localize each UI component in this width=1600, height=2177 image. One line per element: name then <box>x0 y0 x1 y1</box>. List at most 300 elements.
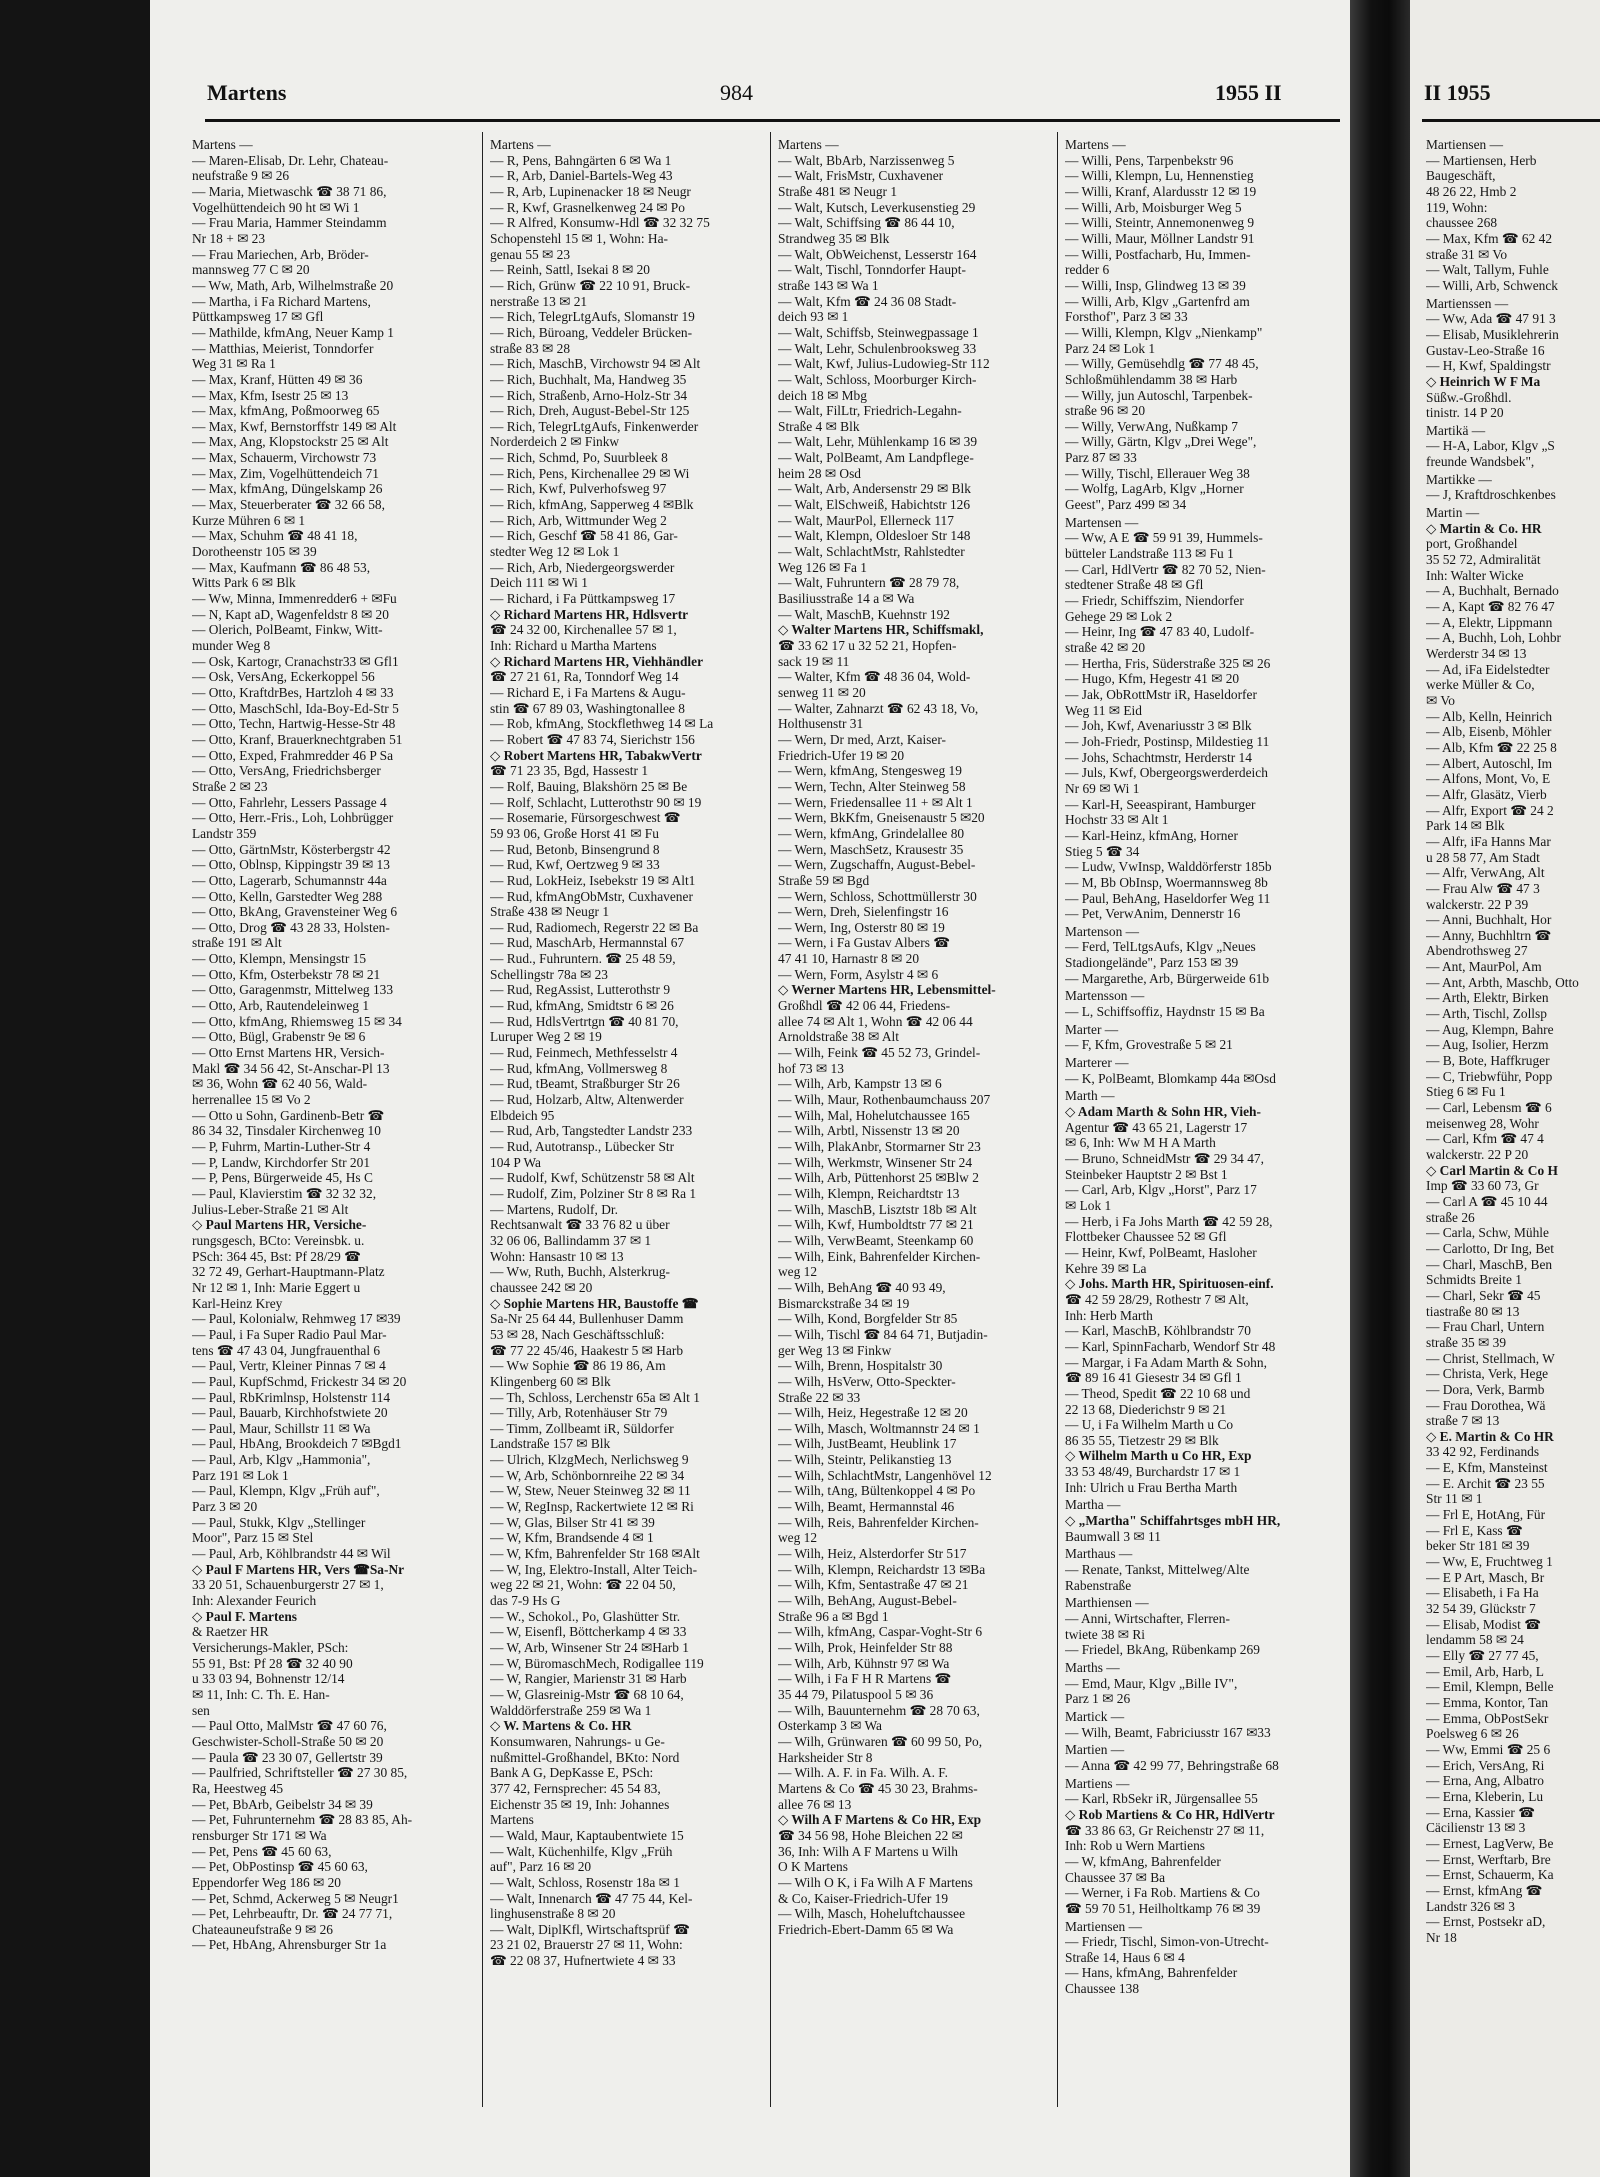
surname-heading: Marter — <box>1065 1021 1119 1037</box>
directory-entry-line: — Rud, Holzarb, Altw, Altenwerder <box>490 1092 684 1108</box>
directory-entry-line: Konsumwaren, Nahrungs- u Ge- <box>490 1733 665 1749</box>
directory-entry-line: — Rud, RegAssist, Lutterothstr 9 <box>490 982 671 998</box>
directory-entry-line: — W, Ing, Elektro-Install, Alter Teich- <box>490 1561 698 1577</box>
directory-entry-line: — F, Kfm, Grovestraße 5 ✉ 21 <box>1065 1037 1233 1053</box>
directory-entry-line: Ra, Heestweg 45 <box>192 1780 284 1796</box>
directory-entry-line: — Martha, i Fa Richard Martens, <box>192 293 371 309</box>
directory-entry-line: — Willi, Klempn, Lu, Hennenstieg <box>1065 168 1254 184</box>
directory-entry-line: Schloßmühlendamm 38 ✉ Harb <box>1065 371 1238 387</box>
directory-entry-line: — Willy, VerwAng, Nußkamp 7 <box>1065 418 1238 434</box>
directory-entry-line: — Otto, Kfm, Osterbekstr 78 ✉ 21 <box>192 966 381 982</box>
directory-entry-line: Gustav-Leo-Straße 16 <box>1426 342 1545 358</box>
directory-entry-line: — Rich, Pens, Kirchenallee 29 ✉ Wi <box>490 465 690 481</box>
directory-entry-line: — Alb, Eisenb, Möhler <box>1426 724 1552 740</box>
directory-entry-line: — Wern, Zugschaffn, August-Bebel- <box>778 857 976 873</box>
directory-entry-line: ◇ Heinrich W F Ma <box>1426 373 1541 389</box>
directory-entry-line: Deich 111 ✉ Wi 1 <box>490 575 588 591</box>
directory-entry-line: 59 93 06, Große Horst 41 ✉ Fu <box>490 825 659 841</box>
directory-entry-line: — Walt, Fuhruntern ☎ 28 79 78, <box>778 575 960 591</box>
directory-entry-line: Eichenstr 35 ✉ 19, Inh: Johannes <box>490 1796 670 1812</box>
directory-entry-line: — Max, Zim, Vogelhüttendeich 71 <box>192 465 379 481</box>
directory-entry-line: ✉ 11, Inh: C. Th. E. Han- <box>192 1686 330 1702</box>
directory-entry-line: — Otto, Exped, Frahmredder 46 P Sa <box>192 747 394 763</box>
directory-entry-line: — Maren-Elisab, Dr. Lehr, Chateau- <box>192 152 389 168</box>
directory-entry-line: — Walt, Tallym, Fuhle <box>1426 262 1549 278</box>
directory-entry-line: — Reinh, Sattl, Isekai 8 ✉ 20 <box>490 262 650 278</box>
directory-entry-line: — R, Kwf, Grasnelkenweg 24 ✉ Po <box>490 199 685 215</box>
directory-entry-line: straße 42 ✉ 20 <box>1065 640 1146 655</box>
directory-entry-line: — Wilh, SchlachtMstr, Langenhövel 12 <box>778 1467 992 1483</box>
listing-column-4 <box>1065 135 1349 1997</box>
directory-entry-line: Inh: Richard u Martha Martens <box>490 638 657 653</box>
directory-entry-line: — Rud, Arb, Tangstedter Landstr 233 <box>490 1123 693 1139</box>
directory-entry-line: — Paul, RbKrimlnsp, Holstenstr 114 <box>192 1389 391 1405</box>
directory-entry-line: — Rud, kfmAng, Vollmersweg 8 <box>490 1060 668 1076</box>
directory-entry-line: — Timm, Zollbeamt iR, Süldorfer <box>490 1420 674 1436</box>
directory-entry-line: Schmidts Breite 1 <box>1426 1272 1522 1288</box>
directory-entry-line: ☎ 59 70 51, Heilholtkamp 76 ✉ 39 <box>1065 1900 1261 1916</box>
directory-entry-line: ◇ Rob Martiens & Co HR, HdlVertr <box>1065 1806 1275 1822</box>
directory-entry-line: — Friedr, Tischl, Simon-von-Utrecht- <box>1065 1934 1269 1950</box>
directory-entry-line: — Wilh, Klempn, Reichardtstr 13 <box>778 1185 960 1201</box>
directory-entry-line: Parz 87 ✉ 33 <box>1065 450 1137 466</box>
directory-entry-line: — W, Rangier, Marienstr 31 ✉ Harb <box>490 1671 687 1687</box>
directory-entry-line: — Erna, Kleberin, Lu <box>1426 1788 1544 1804</box>
directory-entry-line: ☎ 77 22 45/46, Haakestr 5 ✉ Harb <box>490 1342 684 1358</box>
directory-entry-line: — Willi, Postfacharb, Hu, Immen- <box>1065 246 1251 262</box>
directory-entry-line: — Albert, Autoschl, Im <box>1426 755 1553 771</box>
directory-entry-line: — Th, Schloss, Lerchenstr 65a ✉ Alt 1 <box>490 1389 700 1405</box>
directory-entry-line: — Max, Ang, Klopstockstr 25 ✉ Alt <box>192 434 389 450</box>
directory-entry-line: — Walt, Arb, Andersenstr 29 ✉ Blk <box>778 481 971 497</box>
surname-heading: Marthiensen — <box>1065 1595 1149 1611</box>
directory-entry-line: — Walt, MaurPol, Ellerneck 117 <box>778 512 954 528</box>
directory-entry-line: — Frau Mariechen, Arb, Bröder- <box>192 246 369 262</box>
directory-entry-line: — Wilh, Eink, Bahrenfelder Kirchen- <box>778 1248 981 1264</box>
directory-entry-line: — Max, Kfm ☎ 62 42 <box>1426 230 1553 246</box>
directory-entry-line: Forsthof", Parz 3 ✉ 33 <box>1065 309 1188 325</box>
directory-entry-line: — Charl, Sekr ☎ 45 <box>1426 1287 1541 1303</box>
directory-entry-line: — Elisab, Musiklehrerin <box>1426 326 1559 342</box>
directory-entry-line: — Erich, VersAng, Ri <box>1426 1757 1545 1773</box>
directory-entry-line: — Walt, Lehr, Mühlenkamp 16 ✉ 39 <box>778 434 978 450</box>
directory-entry-line: — Rich, Buchhalt, Ma, Handweg 35 <box>490 371 687 387</box>
facing-page <box>1410 0 1600 2177</box>
directory-entry-line: — Frau Charl, Untern <box>1426 1319 1545 1335</box>
directory-entry-line: — Willi, Arb, Klgv „Gartenfrd am <box>1065 293 1250 309</box>
directory-entry-line: — Carl, Arb, Klgv „Horst", Parz 17 <box>1065 1182 1257 1198</box>
directory-entry-line: straße 143 ✉ Wa 1 <box>778 277 879 293</box>
directory-entry-line: — Alfr, iFa Hanns Mar <box>1426 833 1551 849</box>
directory-entry-line: ger Weg 13 ✉ Finkw <box>778 1342 892 1358</box>
directory-entry-line: tens ☎ 47 43 04, Jungfrauenthal 6 <box>192 1342 381 1358</box>
directory-entry-line: Bank A G, DepKasse E, PSch: <box>490 1765 654 1781</box>
directory-entry-line: — Friedr, Schiffszim, Niendorfer <box>1065 593 1244 609</box>
directory-entry-line: — Walt, Küchenhilfe, Klgv „Früh <box>490 1843 673 1859</box>
directory-entry-line: ☎ 33 86 63, Gr Reichenstr 27 ✉ 11, <box>1065 1822 1265 1838</box>
directory-entry-line: heim 28 ✉ Osd <box>778 465 862 481</box>
directory-entry-line: — Rich, TelegrLtgAufs, Slomanstr 19 <box>490 309 695 325</box>
directory-entry-line: — Karl, MaschB, Köhlbrandstr 70 <box>1065 1323 1251 1339</box>
directory-entry-line: — Wilh, Kwf, Humboldtstr 77 ✉ 21 <box>778 1217 974 1233</box>
directory-entry-line: 36, Inh: Wilh A F Martens u Wilh <box>778 1843 958 1859</box>
directory-entry-line: ◇ Paul Martens HR, Versiche- <box>192 1217 367 1233</box>
directory-entry-line: — Carla, Schw, Mühle <box>1426 1225 1549 1241</box>
directory-entry-line: — Otto, kfmAng, Rhiemsweg 15 ✉ 34 <box>192 1013 402 1029</box>
directory-entry-line: u 28 58 77, Am Stadt <box>1426 849 1540 865</box>
directory-entry-line: — Walt, FilLtr, Friedrich-Legahn- <box>778 403 962 419</box>
surname-heading: Martick — <box>1065 1708 1125 1724</box>
directory-entry-line: — W, RegInsp, Rackertwiete 12 ✉ Ri <box>490 1499 694 1515</box>
directory-entry-line: — Max, kfmAng, Düngelskamp 26 <box>192 481 383 497</box>
directory-entry-line: — Rud, MaschArb, Hermannstal 67 <box>490 935 685 951</box>
directory-entry-line: — Ad, iFa Eidelstedter <box>1426 661 1550 677</box>
directory-entry-line: stedtener Straße 48 ✉ Gfl <box>1065 577 1204 593</box>
directory-entry-line: — Rud, HdlsVertrtgn ☎ 40 81 70, <box>490 1013 679 1029</box>
directory-entry-line: — Karl, SpinnFacharb, Wendorf Str 48 <box>1065 1338 1276 1354</box>
directory-entry-line: — Walt, Kutsch, Leverkusenstieg 29 <box>778 199 976 215</box>
directory-entry-line: Cäcilienstr 13 ✉ 3 <box>1426 1820 1526 1836</box>
directory-entry-line: chaussee 268 <box>1426 215 1498 231</box>
directory-entry-line: — E P Art, Masch, Br <box>1426 1569 1545 1585</box>
directory-entry-line: Flottbeker Chaussee 52 ✉ Gfl <box>1065 1229 1227 1245</box>
directory-entry-line: Straße 2 ✉ 23 <box>192 778 268 794</box>
directory-entry-line: — W, Glasreinig-Mstr ☎ 68 10 64, <box>490 1686 684 1702</box>
directory-entry-line: — Ernst, kfmAng ☎ <box>1426 1882 1543 1898</box>
directory-entry-line: Inh: Ulrich u Frau Bertha Marth <box>1065 1479 1238 1495</box>
directory-entry-line: 23 21 02, Brauerstr 27 ✉ 11, Wohn: <box>490 1937 683 1953</box>
directory-entry-line: — Willi, Insp, Glindweg 13 ✉ 39 <box>1065 277 1246 293</box>
directory-entry-line: — Max, Schuhm ☎ 48 41 18, <box>192 528 358 544</box>
directory-entry-line: — Pet, Fuhrunternehm ☎ 28 83 85, Ah- <box>192 1812 413 1828</box>
directory-entry-line: — Rich, kfmAng, Sapperweg 4 ✉Blk <box>490 497 694 513</box>
directory-entry-line: Hochstr 33 ✉ Alt 1 <box>1065 812 1169 828</box>
directory-entry-line: — Emma, ObPostSekr <box>1426 1710 1549 1726</box>
directory-entry-line: ◇ Robert Martens HR, TabakwVertr <box>490 747 702 763</box>
surname-heading: Martikä — <box>1426 422 1486 438</box>
directory-entry-line: ☎ 89 16 41 Giesestr 34 ✉ Gfl 1 <box>1065 1370 1242 1386</box>
directory-entry-line: — Max, Kranf, Hütten 49 ✉ 36 <box>192 371 363 387</box>
directory-entry-line: sen <box>192 1702 210 1718</box>
directory-entry-line: ☎ 27 21 61, Ra, Tonndorf Weg 14 <box>490 669 679 685</box>
directory-entry-line: — Juls, Kwf, Obergeorgswerderdeich <box>1065 765 1268 781</box>
directory-entry-line: — Ludw, VwInsp, Walddörferstr 185b <box>1065 859 1272 875</box>
directory-entry-line: — Heinr, Ing ☎ 47 83 40, Ludolf- <box>1065 624 1255 640</box>
directory-entry-line: stin ☎ 67 89 03, Washingtonallee 8 <box>490 700 685 716</box>
directory-entry-line: — Carl, HdlVertr ☎ 82 70 52, Nien- <box>1065 561 1266 577</box>
directory-entry-line: weg 12 <box>778 1264 818 1280</box>
directory-entry-line: ◇ E. Martin & Co HR <box>1426 1428 1554 1444</box>
directory-entry-line: Straße 59 ✉ Bgd <box>778 872 870 888</box>
surname-heading: Martens — <box>490 137 551 152</box>
surname-heading: Martens — <box>192 137 253 152</box>
directory-entry-line: — K, PolBeamt, Blomkamp 44a ✉Osd <box>1065 1070 1276 1086</box>
directory-entry-line: — B, Bote, Haffkruger <box>1426 1053 1550 1069</box>
directory-entry-line: herrenallee 15 ✉ Vo 2 <box>192 1092 311 1108</box>
directory-entry-line: — Otto, Klempn, Mensingstr 15 <box>192 951 367 967</box>
directory-entry-line: Str 11 ✉ 1 <box>1426 1491 1483 1507</box>
directory-entry-line: Straße 481 ✉ Neugr 1 <box>778 183 898 199</box>
directory-entry-line: — Wern, Dreh, Sielenfingstr 16 <box>778 904 949 920</box>
directory-entry-line: — Otto, Lagerarb, Schumannstr 44a <box>192 872 387 888</box>
directory-entry-line: straße 96 ✉ 20 <box>1065 403 1146 419</box>
directory-entry-line: tinistr. 14 P 20 <box>1426 405 1504 421</box>
directory-entry-line: Landstr 326 ✉ 3 <box>1426 1898 1515 1914</box>
directory-entry-line: — Paul, BehAng, Haseldorfer Weg 11 <box>1065 890 1271 906</box>
directory-entry-line: — Wilh, Bauunternehm ☎ 28 70 63, <box>778 1702 980 1718</box>
directory-entry-line: — Paul, HbAng, Brookdeich 7 ✉Bgd1 <box>192 1436 402 1452</box>
directory-entry-line: allee 74 ✉ Alt 1, Wohn ☎ 42 06 44 <box>778 1013 973 1029</box>
directory-entry-line: — Robert ☎ 47 83 74, Sierichstr 156 <box>490 731 695 747</box>
directory-entry-line: — Otto, VersAng, Friedrichsberger <box>192 763 381 779</box>
directory-entry-line: — Aug, Isolier, Herzm <box>1426 1037 1549 1053</box>
directory-entry-line: — Wilh, VerwBeamt, Steenkamp 60 <box>778 1232 974 1248</box>
directory-entry-line: — W, Eisenfl, Böttcherkamp 4 ✉ 33 <box>490 1624 687 1640</box>
directory-entry-line: Makl ☎ 34 56 42, St-Anschar-Pl 13 <box>192 1060 390 1076</box>
directory-entry-line: ◇ Adam Marth & Sohn HR, Vieh- <box>1065 1104 1261 1120</box>
directory-entry-line: straße 35 ✉ 39 <box>1426 1334 1507 1350</box>
directory-entry-line: — Wilh, JustBeamt, Heublink 17 <box>778 1436 957 1452</box>
directory-entry-line: — Wolfg, LagArb, Klgv „Horner <box>1065 481 1244 497</box>
directory-entry-line: — Erna, Kassier ☎ <box>1426 1804 1535 1820</box>
directory-entry-line: — E, Kfm, Mansteinst <box>1426 1460 1548 1476</box>
directory-entry-line: beker Str 181 ✉ 39 <box>1426 1538 1530 1554</box>
directory-entry-line: — Paul, Stukk, Klgv „Stellinger <box>192 1514 366 1530</box>
directory-entry-line: Chaussee 138 <box>1065 1981 1140 1997</box>
directory-entry-line: Friedrich-Ebert-Damm 65 ✉ Wa <box>778 1921 954 1937</box>
surname-heading: Martensen — <box>1065 514 1139 530</box>
directory-entry-line: — L, Schiffsoffiz, Haydnstr 15 ✉ Ba <box>1065 1004 1265 1020</box>
directory-entry-line: — Dora, Verk, Barmb <box>1426 1381 1545 1397</box>
directory-entry-line: — Johs, Schachtmstr, Herderstr 14 <box>1065 749 1252 765</box>
directory-entry-line: ◇ Paul F Martens HR, Vers ☎Sa-Nr <box>192 1561 405 1577</box>
directory-entry-line: — Osk, VersAng, Eckerkoppel 56 <box>192 669 375 685</box>
directory-entry-line: 35 44 79, Pilatuspool 5 ✉ 36 <box>778 1686 934 1702</box>
directory-entry-line: hof 73 ✉ 13 <box>778 1060 844 1076</box>
directory-entry-line: — Otto u Sohn, Gardinenb-Betr ☎ <box>192 1107 385 1123</box>
directory-entry-line: Rabenstraße <box>1065 1577 1132 1593</box>
directory-entry-line: 104 P Wa <box>490 1154 541 1170</box>
surname-heading: Martien — <box>1065 1742 1125 1758</box>
directory-entry-line: — Rud, tBeamt, Straßburger Str 26 <box>490 1076 680 1092</box>
directory-entry-line: 33 42 92, Ferdinands <box>1426 1444 1540 1460</box>
directory-entry-line: — Willi, Klempn, Klgv „Nienkamp" <box>1065 324 1263 340</box>
directory-entry-line: Osterkamp 3 ✉ Wa <box>778 1718 882 1734</box>
directory-entry-line: straße 191 ✉ Alt <box>192 935 282 951</box>
directory-entry-line: — M, Bb ObInsp, Woermannsweg 8b <box>1065 874 1268 890</box>
directory-entry-line: — Walt, Kwf, Julius-Ludowieg-Str 112 <box>778 356 990 372</box>
directory-entry-line: — Otto, Kelln, Garstedter Weg 288 <box>192 888 383 904</box>
directory-entry-line: 377 42, Fernsprecher: 45 54 83, <box>490 1780 661 1796</box>
directory-entry-line: — A, Buchh, Loh, Lohbr <box>1426 630 1562 646</box>
directory-entry-line: — Wilh O K, i Fa Wilh A F Martens <box>778 1874 973 1890</box>
directory-entry-line: Straße 96 a ✉ Bgd 1 <box>778 1608 889 1624</box>
directory-entry-line: Inh: Rob u Wern Martiens <box>1065 1838 1205 1854</box>
directory-entry-line: Martens & Co ☎ 45 30 23, Brahms- <box>778 1780 978 1796</box>
directory-entry-line: — Willi, Maur, Möllner Landstr 91 <box>1065 230 1255 246</box>
directory-entry-line: — Otto, MaschSchl, Ida-Boy-Ed-Str 5 <box>192 700 399 716</box>
directory-entry-line: — Wilh, Arb, Kühnstr 97 ✉ Wa <box>778 1655 950 1671</box>
directory-entry-line: — Rudolf, Zim, Polziner Str 8 ✉ Ra 1 <box>490 1185 697 1201</box>
directory-entry-line: — Carlotto, Dr Ing, Bet <box>1426 1240 1554 1256</box>
directory-entry-line: — Wilh, Klempn, Reichardstr 13 ✉Ba <box>778 1561 986 1577</box>
directory-entry-line: Gehege 29 ✉ Lok 2 <box>1065 608 1173 624</box>
directory-entry-line: — J, Kraftdroschkenbes <box>1426 487 1556 503</box>
directory-entry-line: — Walt, MaschB, Kuehnstr 192 <box>778 606 950 622</box>
directory-entry-line: Baugeschäft, <box>1426 168 1496 184</box>
directory-entry-line: — R, Pens, Bahngärten 6 ✉ Wa 1 <box>490 152 672 168</box>
directory-entry-line: ◇ Wilhelm Marth u Co HR, Exp <box>1065 1448 1252 1464</box>
directory-entry-line: Schellingstr 78a ✉ 23 <box>490 966 608 982</box>
directory-entry-line: — Arth, Elektr, Birken <box>1426 990 1549 1006</box>
directory-entry-line: — Werner, i Fa Rob. Martiens & Co <box>1065 1885 1260 1901</box>
directory-entry-line: ✉ 6, Inh: Ww M H A Marth <box>1065 1135 1216 1151</box>
directory-entry-line: — Christa, Verk, Hege <box>1426 1366 1549 1382</box>
directory-entry-line: — Rudolf, Kwf, Schützenstr 58 ✉ Alt <box>490 1170 695 1186</box>
directory-entry-line: — Otto, BkAng, Gravensteiner Weg 6 <box>192 904 398 920</box>
directory-entry-line: — Wilh, Heiz, Hegestraße 12 ✉ 20 <box>778 1405 968 1421</box>
directory-entry-line: — Wilh, Prok, Heinfelder Str 88 <box>778 1640 953 1655</box>
directory-entry-line: — Pet, BbArb, Geibelstr 34 ✉ 39 <box>192 1796 373 1812</box>
directory-entry-line: sack 19 ✉ 11 <box>778 653 850 669</box>
directory-entry-line: Karl-Heinz Krey <box>192 1295 283 1311</box>
directory-entry-line: — Matthias, Meierist, Tonndorfer <box>192 340 374 356</box>
directory-entry-line: — Ernst, Werftarb, Bre <box>1426 1851 1551 1867</box>
directory-entry-line: nerstraße 13 ✉ 21 <box>490 293 588 309</box>
directory-entry-line: — W, Kfm, Brandsende 4 ✉ 1 <box>490 1530 654 1546</box>
directory-entry-line: — Willy, Tischl, Ellerauer Weg 38 <box>1065 465 1250 481</box>
directory-entry-line: — Pet, Lehrbeauftr, Dr. ☎ 24 77 71, <box>192 1906 393 1922</box>
directory-entry-line: — Otto, Techn, Hartwig-Hesse-Str 48 <box>192 716 396 732</box>
surname-heading: Marths — <box>1065 1660 1120 1675</box>
directory-entry-line: — Joh, Kwf, Avenariusstr 3 ✉ Blk <box>1065 718 1252 734</box>
directory-entry-line: ◇ Johs. Marth HR, Spirituosen-einf. <box>1065 1276 1274 1292</box>
directory-entry-line: Stadiongelände", Parz 153 ✉ 39 <box>1065 955 1239 971</box>
directory-entry-line: — Otto, Fahrlehr, Lessers Passage 4 <box>192 794 387 810</box>
directory-entry-line: 53 ✉ 28, Nach Geschäftsschluß: <box>490 1326 665 1342</box>
directory-entry-line: Großhdl ☎ 42 06 44, Friedens- <box>778 998 951 1014</box>
directory-entry-line: — R, Arb, Daniel-Bartels-Weg 43 <box>490 168 673 184</box>
directory-entry-line: — Hertha, Fris, Süderstraße 325 ✉ 26 <box>1065 655 1271 671</box>
directory-entry-line: — Friedel, BkAng, Rübenkamp 269 <box>1065 1642 1260 1658</box>
directory-entry-line: — Walt, Innenarch ☎ 47 75 44, Kel- <box>490 1890 693 1906</box>
directory-entry-line: Inh: Herb Marth <box>1065 1307 1153 1323</box>
facing-page-column <box>1426 135 1598 1945</box>
directory-entry-line: Geest", Parz 499 ✉ 34 <box>1065 497 1187 513</box>
directory-entry-line: — Ww, Ada ☎ 47 91 3 <box>1426 311 1556 327</box>
directory-entry-line: — Heinr, Kwf, PolBeamt, Hasloher <box>1065 1244 1257 1260</box>
directory-entry-line: — Ant, MaurPol, Am <box>1426 959 1542 975</box>
directory-entry-line: — Wilh, Beamt, Hermannstal 46 <box>778 1499 955 1515</box>
directory-entry-line: — Theod, Spedit ☎ 22 10 68 und <box>1065 1385 1251 1401</box>
directory-entry-line: — H, Kwf, Spaldingstr <box>1426 358 1551 374</box>
directory-entry-line: — N, Kapt aD, Wagenfeldstr 8 ✉ 20 <box>192 606 389 622</box>
directory-entry-line: nußmittel-Großhandel, BKto: Nord <box>490 1749 680 1765</box>
directory-entry-line: Parz 1 ✉ 26 <box>1065 1691 1131 1707</box>
directory-entry-line: — Frau Dorothea, Wä <box>1426 1397 1546 1413</box>
directory-entry-line: — U, i Fa Wilhelm Marth u Co <box>1065 1417 1234 1433</box>
directory-entry-line: — Pet, HbAng, Ahrensburger Str 1a <box>192 1937 387 1953</box>
directory-entry-line: — Wilh, Masch, Hoheluftchaussee <box>778 1906 966 1922</box>
directory-entry-line: — Wilh, Arb, Püttenhorst 25 ✉Blw 2 <box>778 1170 979 1186</box>
directory-entry-line: ◇ Walter Martens HR, Schiffsmakl, <box>778 622 984 638</box>
directory-entry-line: Poelsweg 6 ✉ 26 <box>1426 1726 1519 1742</box>
directory-entry-line: — Charl, MaschB, Ben <box>1426 1256 1553 1272</box>
directory-entry-line: — Wilh, Brenn, Hospitalstr 30 <box>778 1358 943 1374</box>
directory-entry-line: — Willi, Steintr, Annemonenweg 9 <box>1065 215 1255 231</box>
directory-entry-line: — W, Glas, Bilser Str 41 ✉ 39 <box>490 1514 655 1530</box>
directory-entry-line: senweg 11 ✉ 20 <box>778 684 866 700</box>
directory-entry-line: ✉ Vo <box>1426 692 1455 708</box>
directory-entry-line: Wohn: Hansastr 10 ✉ 13 <box>490 1248 624 1264</box>
directory-entry-line: — Wilh, tAng, Bültenkoppel 4 ✉ Po <box>778 1483 976 1499</box>
directory-entry-line: ◇ Richard Martens HR, Viehhändler <box>490 653 704 669</box>
directory-entry-line: — Jak, ObRottMstr iR, Haseldorfer <box>1065 686 1257 702</box>
directory-entry-line: — Rich, Straßenb, Arno-Holz-Str 34 <box>490 387 688 403</box>
directory-entry-line: ☎ 22 08 37, Hufnertwiete 4 ✉ 33 <box>490 1953 676 1969</box>
directory-entry-line: — Ww, Ruth, Buchh, Alsterkrug- <box>490 1264 671 1280</box>
header-rule <box>205 119 1340 122</box>
surname-heading: Martin — <box>1426 505 1480 521</box>
directory-entry-line: — Rich, TelegrLtgAufs, Finkenwerder <box>490 418 699 434</box>
directory-entry-line: — Alfr, VerwAng, Alt <box>1426 865 1545 881</box>
directory-entry-line: — Paul, KupfSchmd, Frickestr 34 ✉ 20 <box>192 1373 407 1389</box>
directory-entry-line: — Otto, Garagenmstr, Mittelweg 133 <box>192 982 394 998</box>
directory-entry-line: — Carl, Lebensm ☎ 6 <box>1426 1100 1552 1116</box>
page-number: 984 <box>720 80 753 105</box>
directory-entry-line: — P, Pens, Bürgerweide 45, Hs C <box>192 1170 373 1186</box>
directory-entry-line: ☎ 34 56 98, Hohe Bleichen 22 ✉ <box>778 1827 963 1843</box>
directory-entry-line: Rechtsanwalt ☎ 33 76 82 u über <box>490 1217 670 1233</box>
listing-column-2 <box>490 135 774 1969</box>
directory-entry-line: twiete 38 ✉ Ri <box>1065 1626 1146 1642</box>
directory-entry-line: Arnoldstraße 38 ✉ Alt <box>778 1029 899 1045</box>
directory-entry-line: Friedrich-Ufer 19 ✉ 20 <box>778 747 905 763</box>
directory-entry-line: — R, Arb, Lupinenacker 18 ✉ Neugr <box>490 183 691 199</box>
directory-entry-line: — Max, Kwf, Bernstorffstr 149 ✉ Alt <box>192 418 397 434</box>
directory-entry-line: — Rud, Kwf, Oertzweg 9 ✉ 33 <box>490 857 660 873</box>
directory-page <box>150 0 1350 2177</box>
surname-heading: Martienssen — <box>1426 295 1509 311</box>
directory-entry-line: — Wilh, kfmAng, Caspar-Voght-Str 6 <box>778 1624 983 1640</box>
directory-entry-line: 55 91, Bst: Pf 28 ☎ 32 40 90 <box>192 1655 353 1671</box>
directory-entry-line: — Emil, Arb, Harb, L <box>1426 1663 1544 1679</box>
directory-entry-line: 32 06 06, Ballindamm 37 ✉ 1 <box>490 1232 652 1248</box>
facing-page-running-head: II 1955 <box>1424 80 1491 105</box>
directory-entry-line: — Walt, Lehr, Schulenbrooksweg 33 <box>778 340 977 356</box>
listing-column-1 <box>192 135 476 1953</box>
directory-entry-line: ☎ 42 59 28/29, Rothestr 7 ✉ Alt, <box>1065 1291 1249 1307</box>
directory-entry-line: — Wern, Techn, Alter Steinweg 58 <box>778 778 966 794</box>
directory-entry-line: — W, Arb, Schönbornreihe 22 ✉ 34 <box>490 1467 685 1483</box>
directory-entry-line: — Walt, Schiffsing ☎ 86 44 10, <box>778 215 955 231</box>
directory-entry-line: Parz 191 ✉ Lok 1 <box>192 1467 289 1483</box>
directory-entry-line: — Alfons, Mont, Vo, E <box>1426 771 1551 787</box>
directory-entry-line: 119, Wohn: <box>1426 199 1488 215</box>
directory-entry-line: — Ww Sophie ☎ 86 19 86, Am <box>490 1358 666 1374</box>
directory-entry-line: — Pet, Schmd, Ackerweg 5 ✉ Neugr1 <box>192 1890 399 1906</box>
directory-entry-line: 48 26 22, Hmb 2 <box>1426 183 1517 199</box>
directory-entry-line: ☎ 71 23 35, Bgd, Hassestr 1 <box>490 763 649 779</box>
directory-entry-line: Kehre 39 ✉ La <box>1065 1260 1147 1276</box>
directory-entry-line: munder Weg 8 <box>192 638 271 653</box>
directory-entry-line: — A, Kapt ☎ 82 76 47 <box>1426 599 1555 615</box>
directory-entry-line: u 33 03 94, Bohnenstr 12/14 <box>192 1671 345 1687</box>
directory-entry-line: — Max, kfmAng, Poßmoorweg 65 <box>192 403 380 419</box>
directory-entry-line: — Ernst, Schauerm, Ka <box>1426 1867 1554 1883</box>
directory-entry-line: — Paul, Bauarb, Kirchhofstwiete 20 <box>192 1405 388 1421</box>
directory-entry-line: — Karl-Heinz, kfmAng, Horner <box>1065 827 1238 843</box>
